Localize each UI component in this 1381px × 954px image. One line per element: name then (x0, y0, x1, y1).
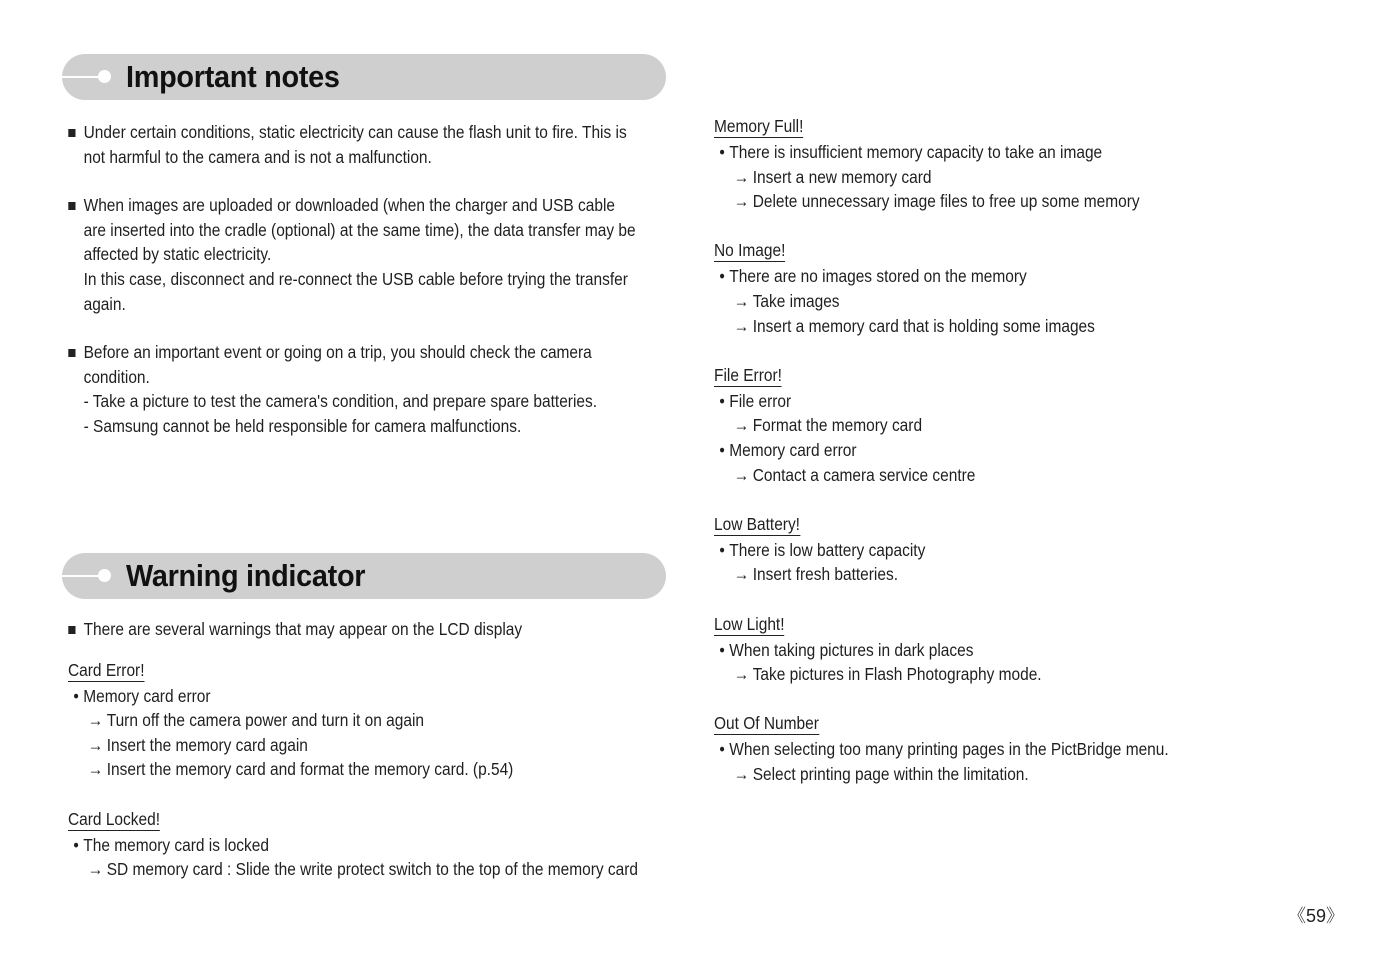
bullet-dot-icon: • (719, 142, 725, 162)
warning-heading: Card Locked! (68, 808, 161, 829)
warning-heading: Card Error! (68, 659, 145, 680)
line-text: Format the memory card (752, 415, 923, 436)
square-bullet-icon (68, 626, 75, 634)
left-warnings-list (68, 658, 666, 882)
line-text: Memory card error (729, 439, 857, 460)
warning-block (714, 512, 1272, 587)
arrow-icon: → (87, 734, 104, 755)
note-line: Before an important event or going on a trip, you should check the camera (83, 342, 592, 363)
important-note (62, 120, 627, 169)
note-line: Under certain conditions, static electricity can cause the flash unit to fire. This is (83, 122, 627, 142)
page-number: 《59》 (1288, 906, 1345, 926)
bullet-dot-icon: • (719, 266, 725, 287)
arrow-icon: → (733, 664, 750, 685)
note-line: again. (83, 293, 126, 314)
warning-block (714, 363, 1272, 487)
line-text: Turn off the camera power and turn it on again (106, 710, 425, 731)
warning-block (68, 658, 606, 782)
square-bullet-icon (68, 202, 75, 210)
note-line: When images are uploaded or downloaded (when the charger and USB cable (83, 195, 616, 216)
action-line (68, 708, 606, 733)
warning-heading-row (714, 114, 1272, 140)
header-line-decoration (62, 76, 102, 78)
important-note (62, 340, 606, 438)
action-line (714, 289, 1272, 314)
action-line (714, 662, 1272, 687)
note-line: not harmful to the camera and is not a malfunction. (83, 146, 432, 167)
note-line: are inserted into the cradle (optional) at the same time), the data transfer may be (83, 219, 636, 240)
line-text: Delete unnecessary image files to free up some memory (752, 191, 1140, 212)
line-text: The memory card is locked (83, 834, 269, 855)
warning-heading-row (68, 658, 606, 684)
square-bullet-icon (68, 349, 75, 357)
action-line (714, 762, 1272, 787)
warning-heading: Low Light! (714, 613, 785, 634)
note-line: condition. (83, 366, 150, 387)
arrow-icon: → (87, 759, 104, 780)
important-note (62, 193, 636, 316)
cause-line (714, 737, 1272, 762)
cause-line (68, 833, 606, 858)
warning-intro-text: There are several warnings that may appear on the LCD display (83, 619, 523, 639)
header-dot-icon (98, 70, 111, 83)
bullet-dot-icon: • (719, 639, 725, 660)
cause-line (714, 438, 1272, 463)
warning-intro (62, 617, 606, 642)
line-text: When selecting too many printing pages in the PictBridge menu. (729, 739, 1169, 760)
bullet-dot-icon: • (73, 834, 79, 855)
note-spacer (62, 169, 666, 193)
warning-heading-row (714, 612, 1272, 638)
header-dot-icon (98, 569, 111, 582)
line-text: File error (729, 390, 792, 411)
arrow-icon: → (87, 859, 104, 880)
warning-block (68, 807, 639, 882)
bullet-dot-icon: • (719, 390, 725, 411)
bullet-dot-icon: • (719, 439, 725, 460)
note-line: - Samsung cannot be held responsible for camera malfunctions. (83, 415, 522, 436)
action-line (714, 413, 1272, 438)
line-text: Insert the memory card again (106, 734, 308, 755)
cause-line (714, 389, 1272, 414)
line-text: Take pictures in Flash Photography mode. (752, 664, 1042, 685)
cause-line (714, 638, 1272, 663)
line-text: Insert fresh batteries. (752, 564, 899, 585)
bullet-dot-icon: • (73, 685, 79, 706)
warning-heading-row (68, 807, 606, 833)
arrow-icon: → (733, 763, 750, 784)
bullet-dot-icon: • (719, 539, 725, 560)
action-line (68, 733, 606, 758)
warning-indicator-header (62, 553, 666, 599)
arrow-icon: → (733, 290, 750, 311)
note-line: In this case, disconnect and re-connect the USB cable before trying the transfer (83, 268, 628, 289)
line-text: Insert the memory card and format the memory card. (p.54) (106, 759, 514, 780)
line-text: Memory card error (83, 685, 211, 706)
action-line (714, 562, 1272, 587)
line-text: There are no images stored on the memory (729, 266, 1027, 287)
arrow-icon: → (733, 315, 750, 336)
cause-line (714, 538, 1272, 563)
cause-line (714, 264, 1272, 289)
arrow-icon: → (733, 191, 750, 212)
important-notes-title: Important notes (126, 59, 340, 94)
line-text: Insert a new memory card (752, 166, 932, 187)
warning-heading: Memory Full! (714, 116, 804, 136)
action-line (68, 857, 639, 882)
warning-indicator-title: Warning indicator (126, 558, 366, 593)
action-line (68, 757, 606, 782)
line-text: When taking pictures in dark places (729, 639, 974, 660)
cause-line (68, 684, 606, 709)
warning-block (714, 612, 1272, 687)
arrow-icon: → (733, 166, 750, 187)
important-notes-list (62, 120, 666, 439)
line-text: Insert a memory card that is holding some images (752, 315, 1095, 336)
arrow-icon: → (733, 464, 750, 485)
line-text: There is insufficient memory capacity to take an image (729, 142, 1103, 162)
arrow-icon: → (733, 564, 750, 585)
warning-block (714, 711, 1272, 786)
bullet-dot-icon: • (719, 739, 725, 760)
left-column (62, 54, 666, 880)
warning-block (714, 114, 1272, 214)
important-notes-header (62, 54, 666, 100)
warning-heading: No Image! (714, 240, 786, 261)
arrow-icon: → (733, 415, 750, 436)
line-text: Contact a camera service centre (752, 464, 976, 485)
line-text: There is low battery capacity (729, 539, 926, 560)
warning-heading: File Error! (714, 364, 782, 385)
warning-heading-row (714, 238, 1272, 264)
warning-heading-row (714, 363, 1272, 389)
line-text: SD memory card : Slide the write protect switch to the top of the memory card (106, 859, 639, 880)
warning-block (714, 238, 1272, 338)
action-line (714, 189, 1272, 214)
warning-heading: Out Of Number (714, 713, 819, 734)
cause-line (714, 140, 1272, 165)
arrow-icon: → (87, 710, 104, 731)
note-line: affected by static electricity. (83, 244, 272, 265)
note-spacer (62, 316, 666, 340)
note-line: - Take a picture to test the camera's condition, and prepare spare batteries. (83, 391, 598, 412)
header-line-decoration (62, 575, 102, 577)
warning-indicator-body (62, 617, 666, 906)
warning-heading: Low Battery! (714, 513, 800, 534)
action-line (714, 165, 1272, 190)
warning-heading-row (714, 512, 1272, 538)
warning-heading-row (714, 711, 1272, 737)
line-text: Take images (752, 290, 840, 311)
action-line (714, 314, 1272, 339)
right-warnings-list (714, 114, 1334, 811)
line-text: Select printing page within the limitation. (752, 763, 1029, 784)
square-bullet-icon (68, 129, 75, 137)
action-line (714, 463, 1272, 488)
